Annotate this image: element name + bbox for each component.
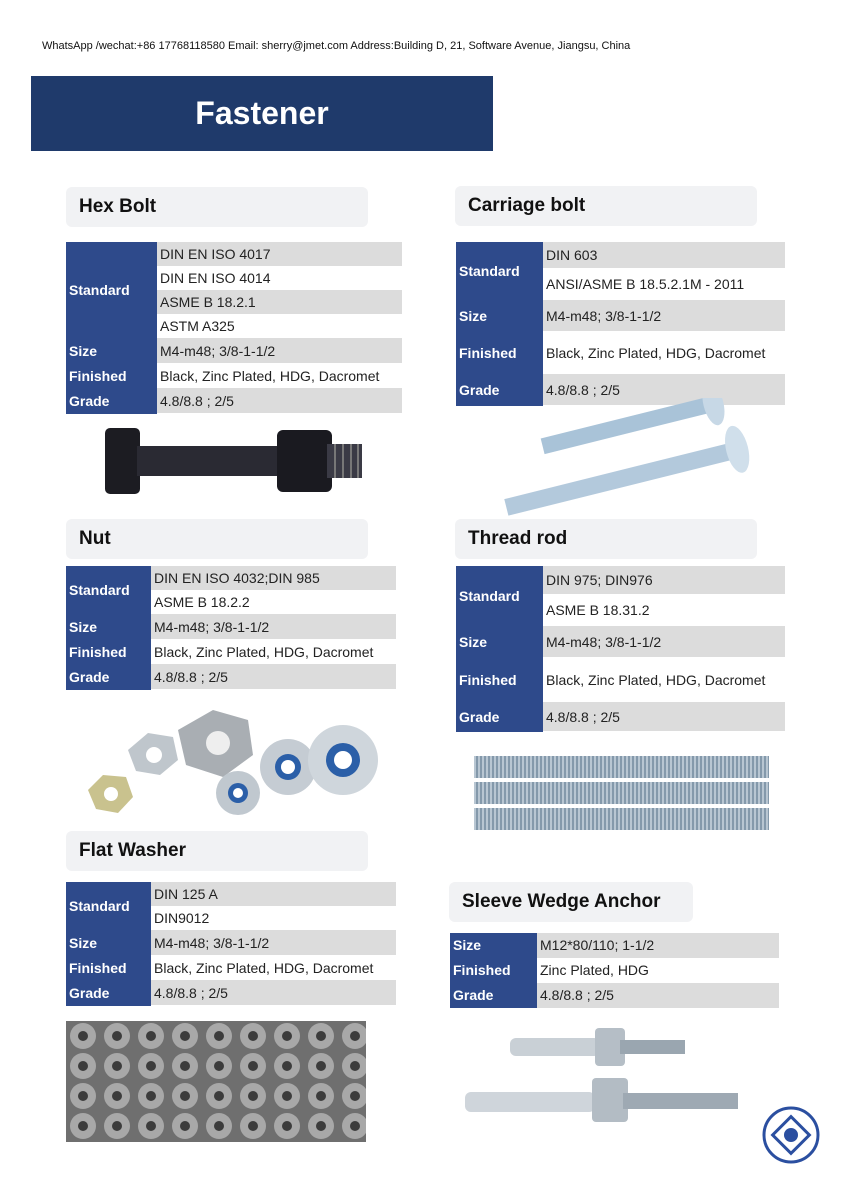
- size-value: M4-m48; 3/8-1-1/2: [157, 338, 402, 363]
- finished-value: Black, Zinc Plated, HDG, Dacromet: [543, 331, 785, 374]
- standard-value: DIN EN ISO 4017: [157, 242, 402, 266]
- finished-label: Finished: [456, 331, 543, 374]
- finished-value: Black, Zinc Plated, HDG, Dacromet: [543, 657, 785, 702]
- sleeve-anchor-spec-table: [450, 933, 779, 1008]
- thread-rod-image: [472, 752, 772, 834]
- standard-label: Standard: [66, 566, 151, 614]
- size-label: Size: [456, 626, 543, 657]
- standard-label: Standard: [66, 882, 151, 930]
- size-value: M12*80/110; 1-1/2: [537, 933, 779, 958]
- finished-label: Finished: [66, 955, 151, 980]
- standard-value: DIN 125 A: [151, 882, 396, 906]
- finished-value: Black, Zinc Plated, HDG, Dacromet: [151, 639, 396, 664]
- finished-value: Black, Zinc Plated, HDG, Dacromet: [157, 363, 402, 388]
- size-label: Size: [450, 933, 537, 958]
- flat-washers-image: [66, 1021, 366, 1142]
- section-title-flat-washer: Flat Washer: [66, 831, 368, 871]
- nut-spec-table: [66, 566, 396, 690]
- grade-label: Grade: [66, 388, 157, 413]
- carriage-bolt-image: [488, 398, 773, 516]
- size-label: Size: [456, 300, 543, 331]
- sleeve-anchor-image: [460, 1020, 745, 1125]
- grade-label: Grade: [456, 702, 543, 731]
- page-title-banner: Fastener: [31, 76, 493, 151]
- grade-value: 4.8/8.8 ; 2/5: [537, 983, 779, 1008]
- grade-label: Grade: [450, 983, 537, 1008]
- section-title-hex-bolt: Hex Bolt: [66, 187, 368, 227]
- hex-bolt-spec-table: [66, 242, 402, 414]
- standard-label: Standard: [456, 242, 543, 300]
- size-value: M4-m48; 3/8-1-1/2: [543, 300, 785, 331]
- grade-label: Grade: [66, 980, 151, 1005]
- section-title-sleeve-wedge-anchor: Sleeve Wedge Anchor: [449, 882, 693, 922]
- section-title-carriage-bolt: Carriage bolt: [455, 186, 757, 226]
- grade-value: 4.8/8.8 ; 2/5: [543, 702, 785, 731]
- size-label: Size: [66, 930, 151, 955]
- standard-value: DIN9012: [151, 906, 396, 930]
- standard-value: ASME B 18.31.2: [543, 594, 785, 626]
- standard-value: ASME B 18.2.1: [157, 290, 402, 314]
- carriage-bolt-spec-table: [456, 242, 785, 406]
- grade-value: 4.8/8.8 ; 2/5: [151, 980, 396, 1005]
- standard-value: DIN 603: [543, 242, 785, 268]
- grade-value: 4.8/8.8 ; 2/5: [543, 374, 785, 405]
- finished-label: Finished: [66, 363, 157, 388]
- finished-label: Finished: [456, 657, 543, 702]
- standard-value: ANSI/ASME B 18.5.2.1M - 2011: [543, 268, 785, 300]
- contact-line: WhatsApp /wechat:+86 17768118580 Email: sherry@jmet.com Address:Building D, 21, Software Avenue, Jiangsu, China: [42, 40, 631, 52]
- grade-value: 4.8/8.8 ; 2/5: [151, 664, 396, 689]
- size-value: M4-m48; 3/8-1-1/2: [543, 626, 785, 657]
- company-logo: [760, 1103, 822, 1167]
- hex-bolt-image: [95, 420, 370, 500]
- size-label: Size: [66, 338, 157, 363]
- thread-rod-spec-table: [456, 566, 785, 732]
- nuts-image: [78, 705, 378, 825]
- finished-value: Zinc Plated, HDG: [537, 958, 779, 983]
- standard-value: DIN EN ISO 4032;DIN 985: [151, 566, 396, 590]
- finished-value: Black, Zinc Plated, HDG, Dacromet: [151, 955, 396, 980]
- standard-value: DIN 975; DIN976: [543, 566, 785, 594]
- standard-label: Standard: [456, 566, 543, 626]
- size-label: Size: [66, 614, 151, 639]
- size-value: M4-m48; 3/8-1-1/2: [151, 930, 396, 955]
- section-title-nut: Nut: [66, 519, 368, 559]
- standard-value: ASTM A325: [157, 314, 402, 338]
- finished-label: Finished: [450, 958, 537, 983]
- grade-label: Grade: [66, 664, 151, 689]
- standard-value: DIN EN ISO 4014: [157, 266, 402, 290]
- standard-label: Standard: [66, 242, 157, 338]
- finished-label: Finished: [66, 639, 151, 664]
- flat-washer-spec-table: [66, 882, 396, 1006]
- grade-value: 4.8/8.8 ; 2/5: [157, 388, 402, 413]
- standard-value: ASME B 18.2.2: [151, 590, 396, 614]
- section-title-thread-rod: Thread rod: [455, 519, 757, 559]
- grade-label: Grade: [456, 374, 543, 405]
- size-value: M4-m48; 3/8-1-1/2: [151, 614, 396, 639]
